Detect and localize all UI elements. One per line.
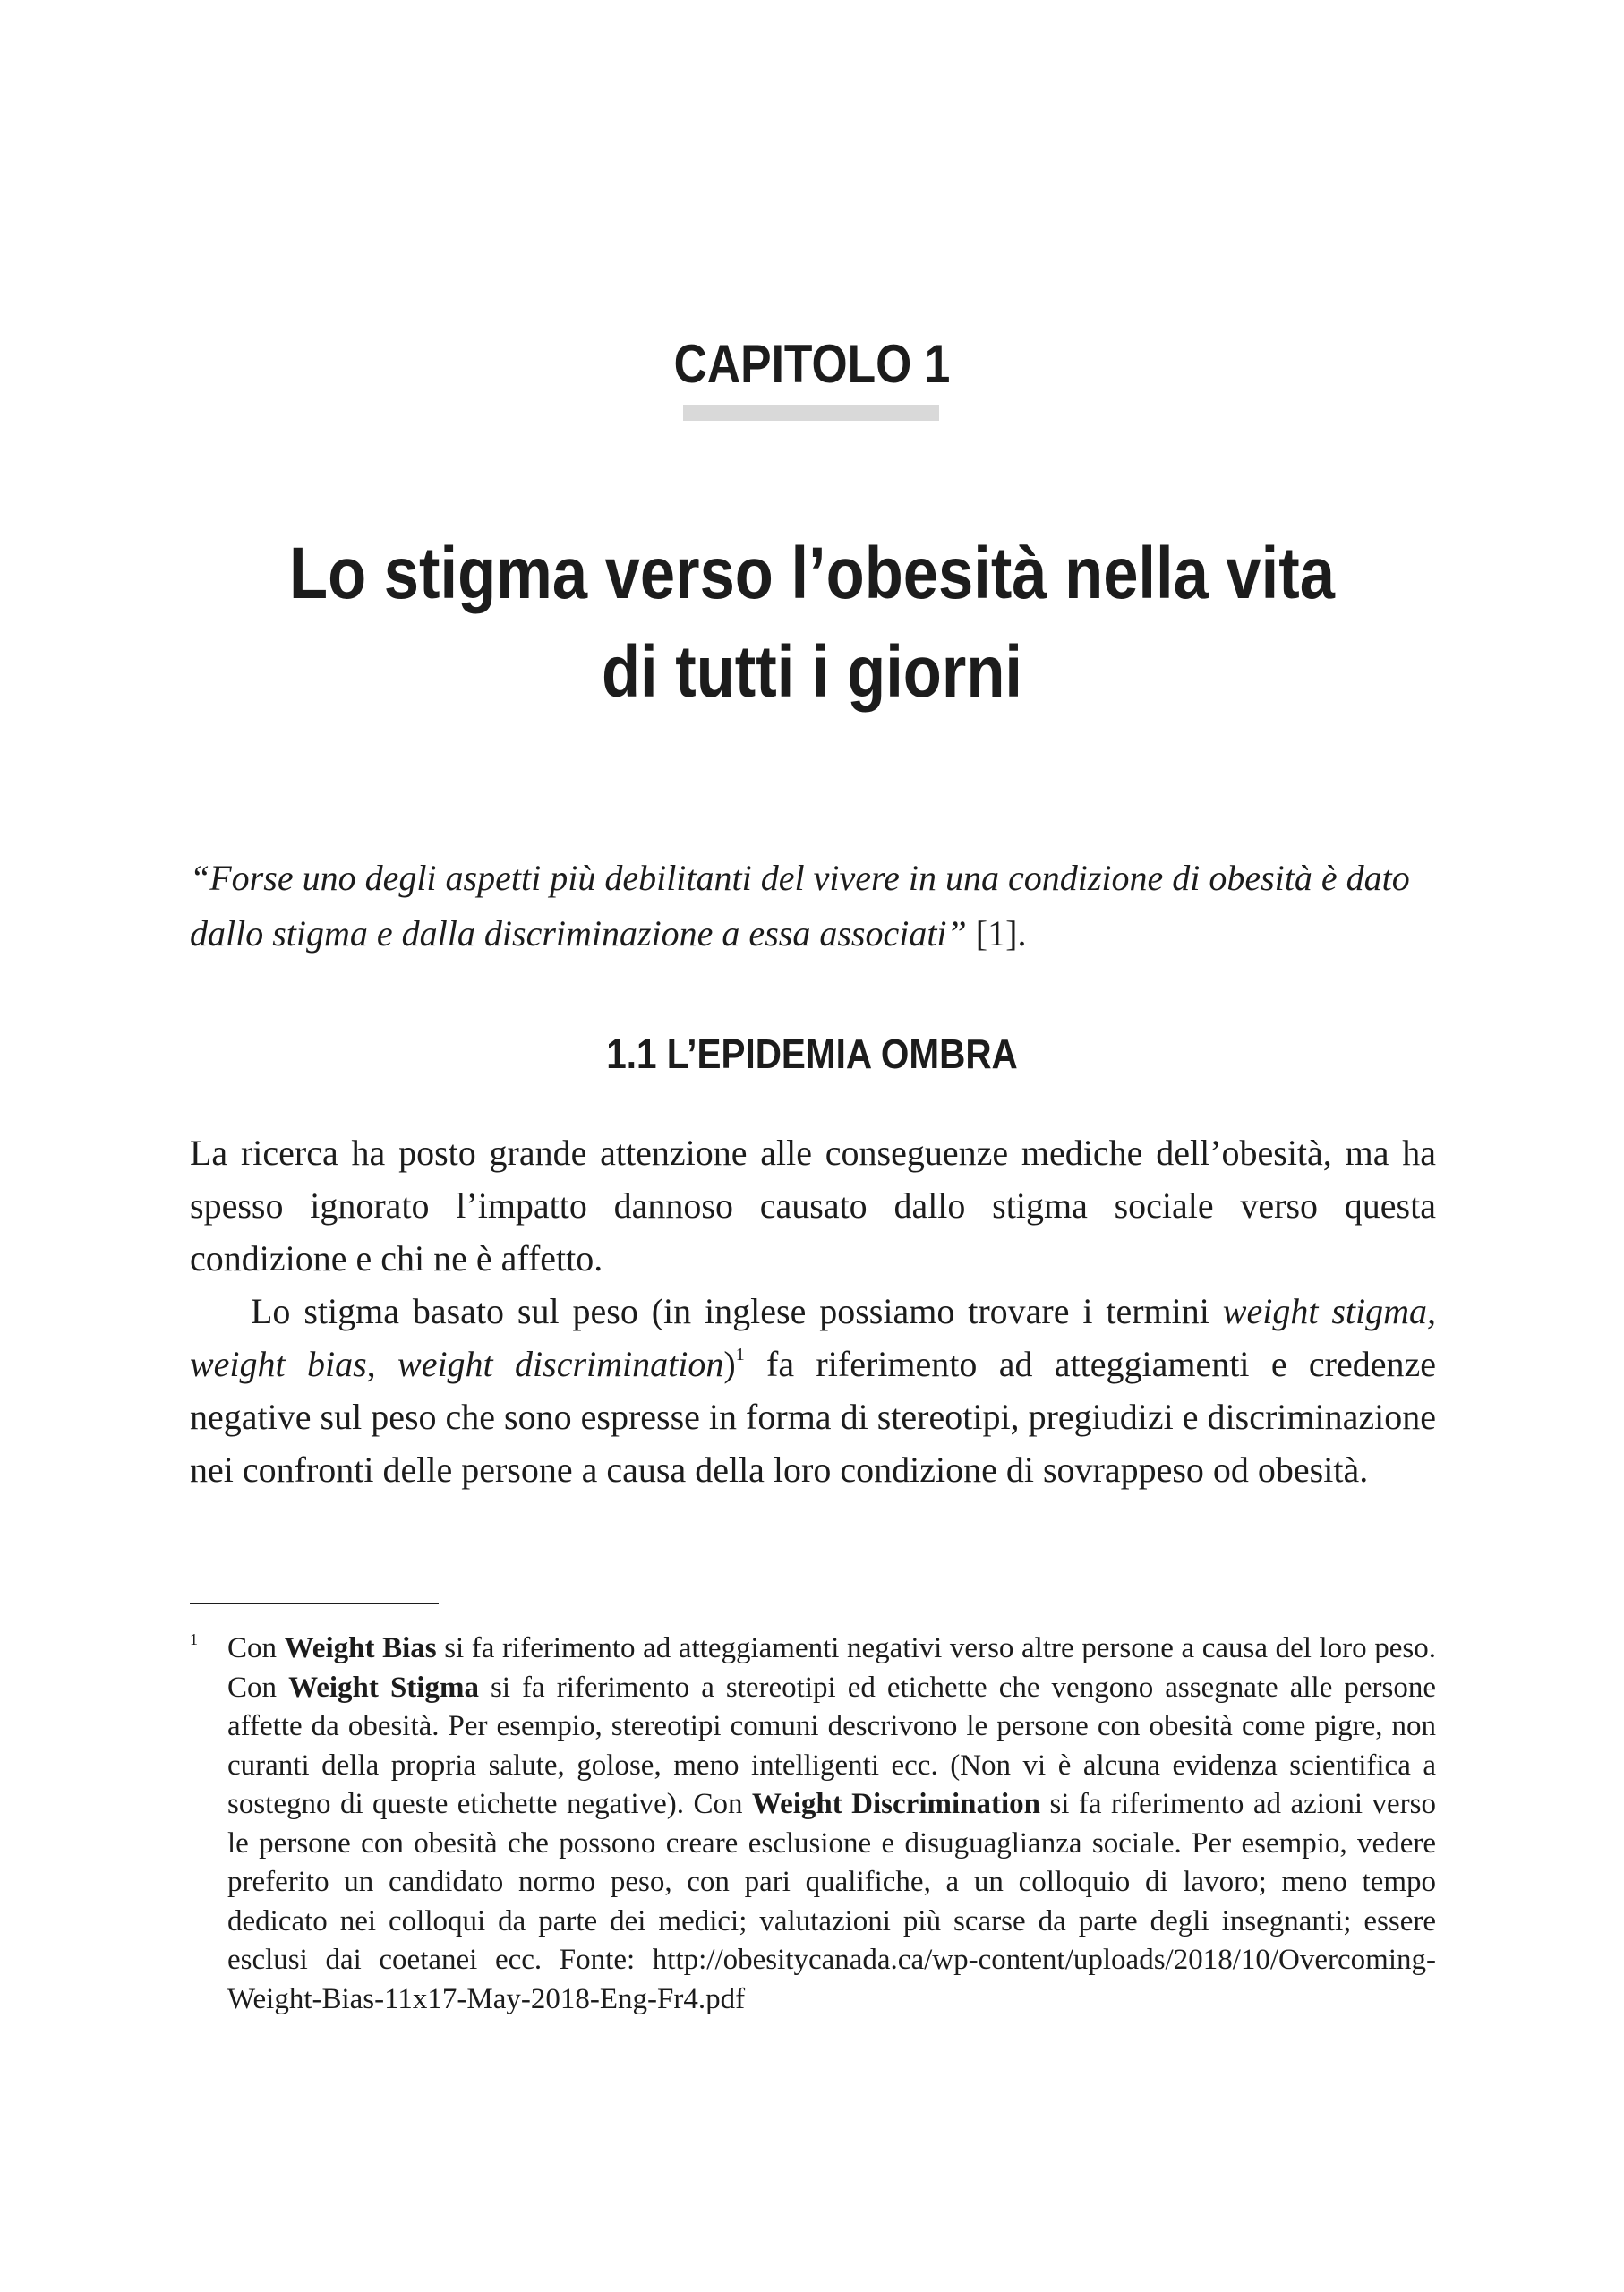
footnote-separator: [190, 1603, 439, 1604]
chapter-title-line-1: Lo stigma verso l’obesità nella vita: [289, 533, 1335, 614]
paragraph-2-text-a: Lo stigma basato sul peso (in inglese possiamo trovare i termini: [251, 1291, 1223, 1331]
paragraph-2: [190, 1285, 1436, 1496]
footnote: [190, 1629, 1436, 2019]
term-weight-stigma: Weight Stigma: [288, 1671, 479, 1704]
chapter-title-line-2: di tutti i giorni: [601, 631, 1023, 713]
chapter-underline-bar: [683, 405, 939, 421]
footnote-text-3: si fa riferimento a stereotipi ed etichette che vengono assegnate alle persone affette da obesità. Per esempio, stereotipi comuni descrivono le persone con obesità come pigre, non curanti della propria salute, golose, meno intelligenti ecc. (Non vi è alcuna evidenza scientifica a sostegno di queste etichette negative). Con: [227, 1671, 1437, 1820]
footnote-text-1: Con: [227, 1632, 285, 1664]
paragraph-2-text-b: ): [723, 1344, 736, 1384]
paragraph-2-terms: weight stigma, weight bias, weight discrimination: [190, 1291, 1437, 1384]
chapter-label: CAPITOLO 1: [673, 334, 951, 394]
epigraph-quote: “Forse uno degli aspetti più debilitanti del vivere in una condizione di obesità è dato dallo stigma e dalla discriminazione a essa associati”: [190, 858, 1410, 954]
epigraph: [190, 851, 1443, 962]
chapter-title: [114, 525, 1510, 722]
section-heading: 1.1 L’EPIDEMIA OMBRA: [606, 1031, 1018, 1077]
footnote-text-4: si fa riferimento ad azioni verso le persone con obesità che possono creare esclusione e disuguaglianza sociale. Per esempio, vedere preferito un candidato normo peso, con pari qualifiche, a un colloquio di lavoro; meno tempo dedicato nei colloqui da parte dei medici; valutazioni più scarse da parte degli insegnanti; essere esclusi dai coetanei ecc. Fonte:: [227, 1788, 1436, 1976]
epigraph-citation: [1].: [966, 913, 1027, 954]
body-text: [190, 1126, 1436, 1496]
term-weight-bias: Weight Bias: [284, 1632, 437, 1664]
footnote-source-url[interactable]: http://obesitycanada.ca/wp-content/uploads/2018/10/Overcoming-Weight-Bias-11x17-May-2018-Eng-Fr4.pdf: [227, 1944, 1436, 2015]
paragraph-1: La ricerca ha posto grande attenzione alle conseguenze mediche dell’obesità, ma ha spesso ignorato l’impatto dannoso causato dallo stigma sociale verso questa condizione e chi ne è affetto.: [190, 1133, 1436, 1279]
term-weight-discrimination: Weight Discrimination: [751, 1788, 1041, 1820]
paragraph-2-text-c: fa riferimento ad atteggiamenti e credenze negative sul peso che sono espresse in forma di stereotipi, pregiudizi e discriminazione nei confronti delle persone a causa della loro condizione di sovrappeso od obesità.: [190, 1344, 1436, 1490]
footnote-reference[interactable]: 1: [735, 1345, 745, 1364]
footnote-text-2: si fa riferimento ad atteggiamenti negativi verso altre persone a causa del loro peso. Con: [227, 1632, 1437, 1704]
footnote-mark: 1: [190, 1630, 198, 1648]
footnote-text: [227, 1629, 1436, 2019]
